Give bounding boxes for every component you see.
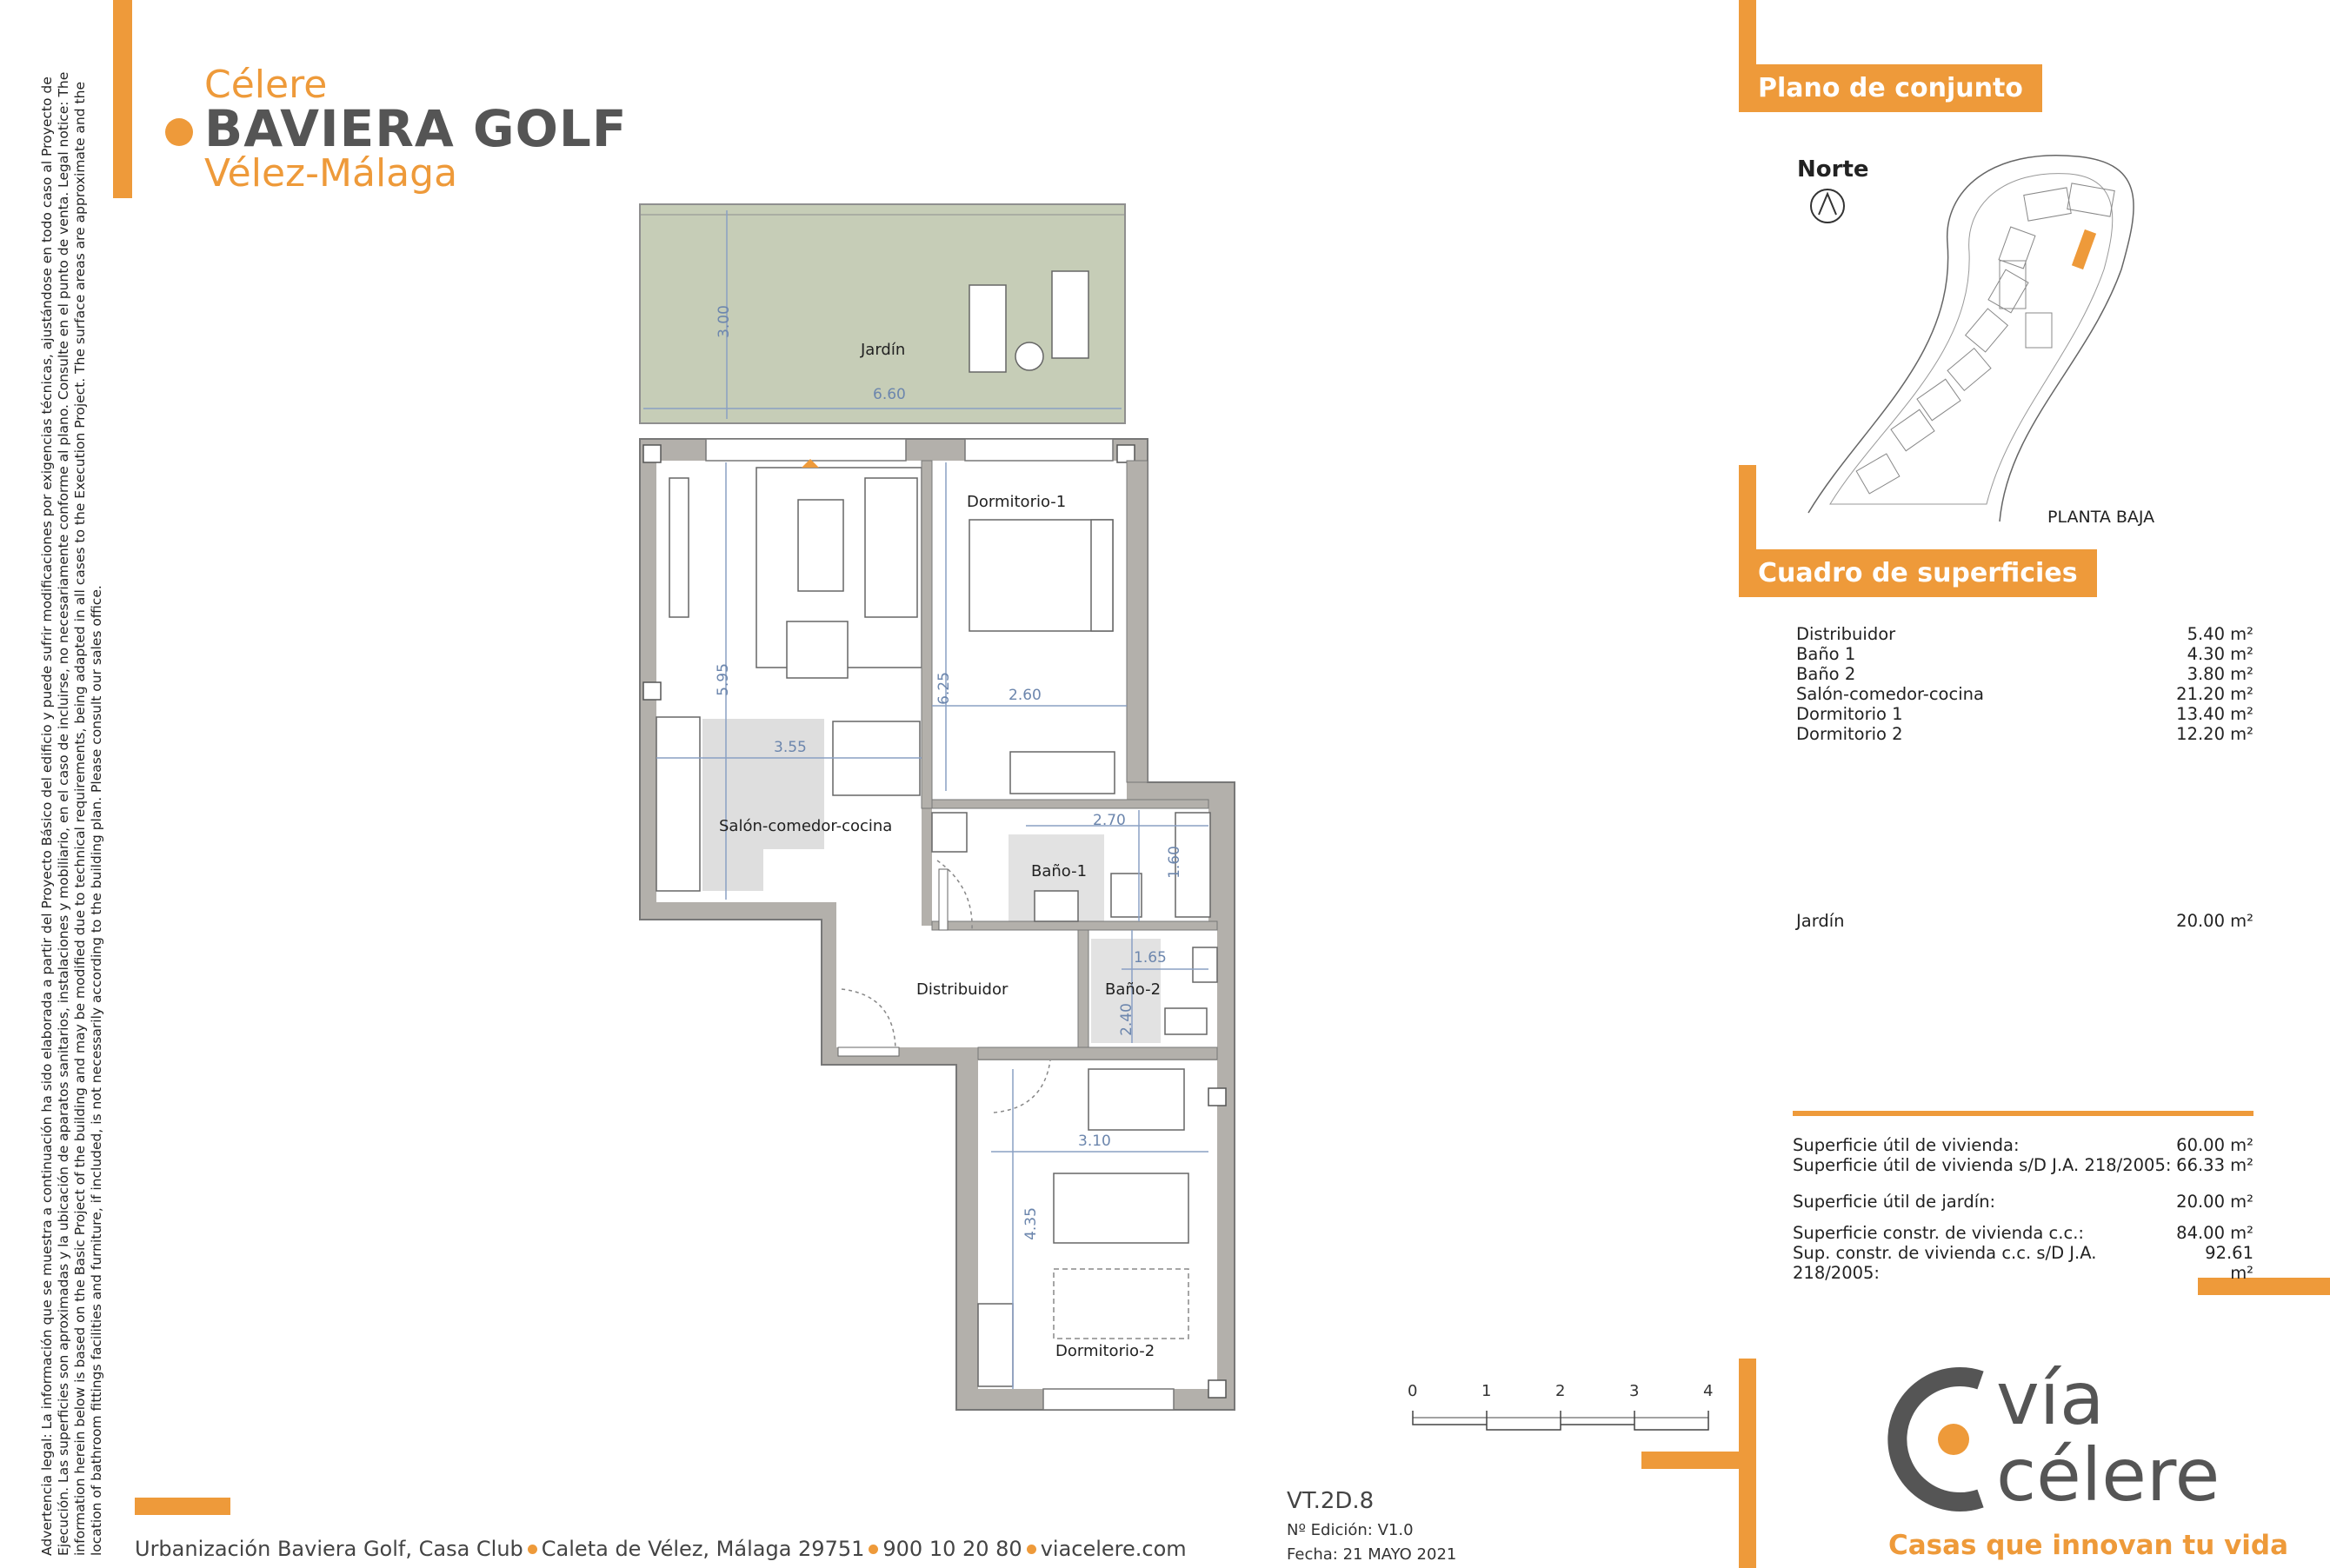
- total-row: [1793, 1135, 2253, 1155]
- accent-bar-right-bottom-h: [1641, 1452, 1756, 1469]
- dim-salon-height: 5.95: [714, 663, 732, 696]
- plano-conjunto-title: Plano de conjunto: [1739, 64, 2042, 112]
- room-label-bano2: Baño-2: [1105, 980, 1162, 999]
- brand-project-name: BAVIERA GOLF: [204, 99, 628, 158]
- legal-notice: Advertencia legal: La información que se muestra a continuación ha sido elaborada a partir del Proyecto Básico del edificio y puede sufrir modificaciones por exigencias técnicas, ajustándose en todo caso al Proyecto de Ejecución. Las superficies son aproximadas y la ubicación de aparatos sanitarios, instalaciones y mobiliario, en el caso de incluirse, no necesariamente conforme al plano. Consulte en el punto de venta. Legal notice: The information herein below is based on the Basic Project of the building and may be modified due to technical requirements, being adapted in all cases to the Execution Project. The surface areas are approximate and the location of bathroom fittings facilities and furniture, if included, is not necessarily according to the building plan. Please consult our sales office.: [39, 71, 104, 1556]
- floor-plan: [609, 191, 1269, 1425]
- logo-word-celere: célere: [1996, 1432, 2220, 1518]
- total-row-value: 92.61 m²: [2205, 1243, 2253, 1283]
- garden-area-row: [1796, 911, 2253, 931]
- scale-tick-0: 0: [1408, 1382, 1418, 1400]
- area-row-name: Dormitorio 2: [1796, 724, 1903, 744]
- scale-tick-4: 4: [1703, 1382, 1714, 1400]
- area-row: [1796, 624, 2253, 644]
- footer-address: Urbanización Baviera Golf, Casa Club: [135, 1537, 523, 1561]
- total-row: [1793, 1223, 2253, 1243]
- area-row: [1796, 684, 2253, 704]
- dim-bano1-height: 1.60: [1165, 846, 1183, 879]
- scale-tick-1: 1: [1481, 1382, 1492, 1400]
- dim-dorm2-height: 4.35: [1022, 1207, 1040, 1240]
- doc-date-label: Fecha:: [1287, 1545, 1338, 1564]
- area-row-name: Dormitorio 1: [1796, 704, 1903, 724]
- scale-bar: [1408, 1395, 1721, 1434]
- footer-dot-icon: [1027, 1545, 1036, 1554]
- floor-label: PLANTA BAJA: [2047, 508, 2155, 527]
- area-row: [1796, 704, 2253, 724]
- dim-jardin-height: 3.00: [715, 305, 733, 338]
- lounger-icon: [969, 285, 1006, 372]
- logo-word-via: vía: [1996, 1356, 2105, 1441]
- dim-dorm1-height: 6.25: [935, 672, 953, 705]
- total-row: [1793, 1243, 2253, 1283]
- dim-bano1-width: 2.70: [1093, 812, 1126, 829]
- via-celere-logo-icon: [1885, 1361, 1998, 1518]
- footer-dot-icon: [528, 1545, 537, 1554]
- unit-location-marker: [2072, 229, 2096, 269]
- room-label-dormitorio1: Dormitorio-1: [967, 493, 1067, 511]
- area-row: [1796, 664, 2253, 684]
- dim-dorm2-width: 3.10: [1078, 1133, 1111, 1150]
- footer-phone: 900 10 20 80: [882, 1537, 1022, 1561]
- dim-salon-width: 3.55: [774, 739, 807, 756]
- total-row-name: Superficie útil de jardín:: [1793, 1192, 1996, 1212]
- area-row-value: 3.80 m²: [2187, 664, 2253, 684]
- footer-contact: [135, 1537, 1187, 1561]
- footer-dot-icon: [869, 1545, 878, 1554]
- garden-area-name: Jardín: [1796, 911, 1845, 931]
- totals-list: [1793, 1135, 2253, 1283]
- brand-celere: Célere: [204, 63, 328, 107]
- room-label-salon: Salón-comedor-cocina: [719, 817, 893, 835]
- table-icon: [1015, 342, 1043, 370]
- area-row-name: Distribuidor: [1796, 624, 1896, 644]
- room-areas-list: [1796, 624, 2253, 744]
- accent-bar-right-edge: [2198, 1278, 2330, 1295]
- scale-tick-2: 2: [1555, 1382, 1566, 1400]
- area-row-value: 4.30 m²: [2187, 644, 2253, 664]
- area-row-name: Salón-comedor-cocina: [1796, 684, 1984, 704]
- total-row-value: 20.00 m²: [2176, 1192, 2253, 1212]
- total-row-name: Superficie útil de vivienda:: [1793, 1135, 2020, 1155]
- total-row-value: 60.00 m²: [2176, 1135, 2253, 1155]
- doc-date-value: 21 MAYO 2021: [1342, 1545, 1457, 1564]
- room-label-jardin: Jardín: [861, 341, 906, 359]
- total-row: [1793, 1192, 2253, 1212]
- doc-code: VT.2D.8: [1287, 1488, 1375, 1514]
- footer-web[interactable]: viacelere.com: [1040, 1537, 1187, 1561]
- area-row-value: 5.40 m²: [2187, 624, 2253, 644]
- doc-edition: [1287, 1521, 1414, 1539]
- garden-area-value: 20.00 m²: [2176, 911, 2253, 931]
- doc-edition-value: V1.0: [1377, 1521, 1414, 1539]
- total-row-name: Superficie útil de vivienda s/D J.A. 218/2005:: [1793, 1155, 2172, 1175]
- total-row-value: 84.00 m²: [2176, 1223, 2253, 1243]
- room-label-dormitorio2: Dormitorio-2: [1055, 1342, 1155, 1360]
- lounger-icon: [1052, 271, 1088, 358]
- doc-edition-label: Nº Edición:: [1287, 1521, 1373, 1539]
- area-row: [1796, 724, 2253, 744]
- brand-dot-icon: [165, 118, 193, 146]
- total-row-name: Sup. constr. de vivienda c.c. s/D J.A. 218/2005:: [1793, 1243, 2097, 1283]
- area-row: [1796, 644, 2253, 664]
- scale-tick-3: 3: [1629, 1382, 1640, 1400]
- logo-tagline: Casas que innovan tu vida: [1888, 1530, 2289, 1561]
- footer-city: Caleta de Vélez, Málaga 29751: [541, 1537, 865, 1561]
- area-row-value: 12.20 m²: [2176, 724, 2253, 744]
- accent-bar-bottom-left: [135, 1498, 230, 1515]
- dim-bano2-width: 1.65: [1134, 949, 1167, 967]
- accent-bar-left: [113, 0, 132, 198]
- totals-divider: [1793, 1111, 2253, 1116]
- total-row-name: Superficie constr. de vivienda c.c.:: [1793, 1223, 2084, 1243]
- dim-jardin-width: 6.60: [873, 386, 906, 403]
- site-plan-map: [1791, 139, 2156, 530]
- area-row-name: Baño 2: [1796, 664, 1856, 684]
- total-row: [1793, 1155, 2253, 1175]
- area-row-value: 13.40 m²: [2176, 704, 2253, 724]
- room-label-distribuidor: Distribuidor: [916, 980, 1009, 999]
- area-row-value: 21.20 m²: [2176, 684, 2253, 704]
- doc-date: [1287, 1545, 1456, 1564]
- north-label: Norte: [1797, 156, 1869, 183]
- dim-bano2-height: 2.40: [1117, 1003, 1135, 1036]
- brand-location: Vélez-Málaga: [204, 151, 458, 196]
- area-row-name: Baño 1: [1796, 644, 1856, 664]
- cuadro-superficies-title: Cuadro de superficies: [1739, 549, 2097, 597]
- room-label-bano1: Baño-1: [1031, 862, 1088, 880]
- dim-dorm1-width: 2.60: [1009, 687, 1042, 704]
- total-row-value: 66.33 m²: [2176, 1155, 2253, 1175]
